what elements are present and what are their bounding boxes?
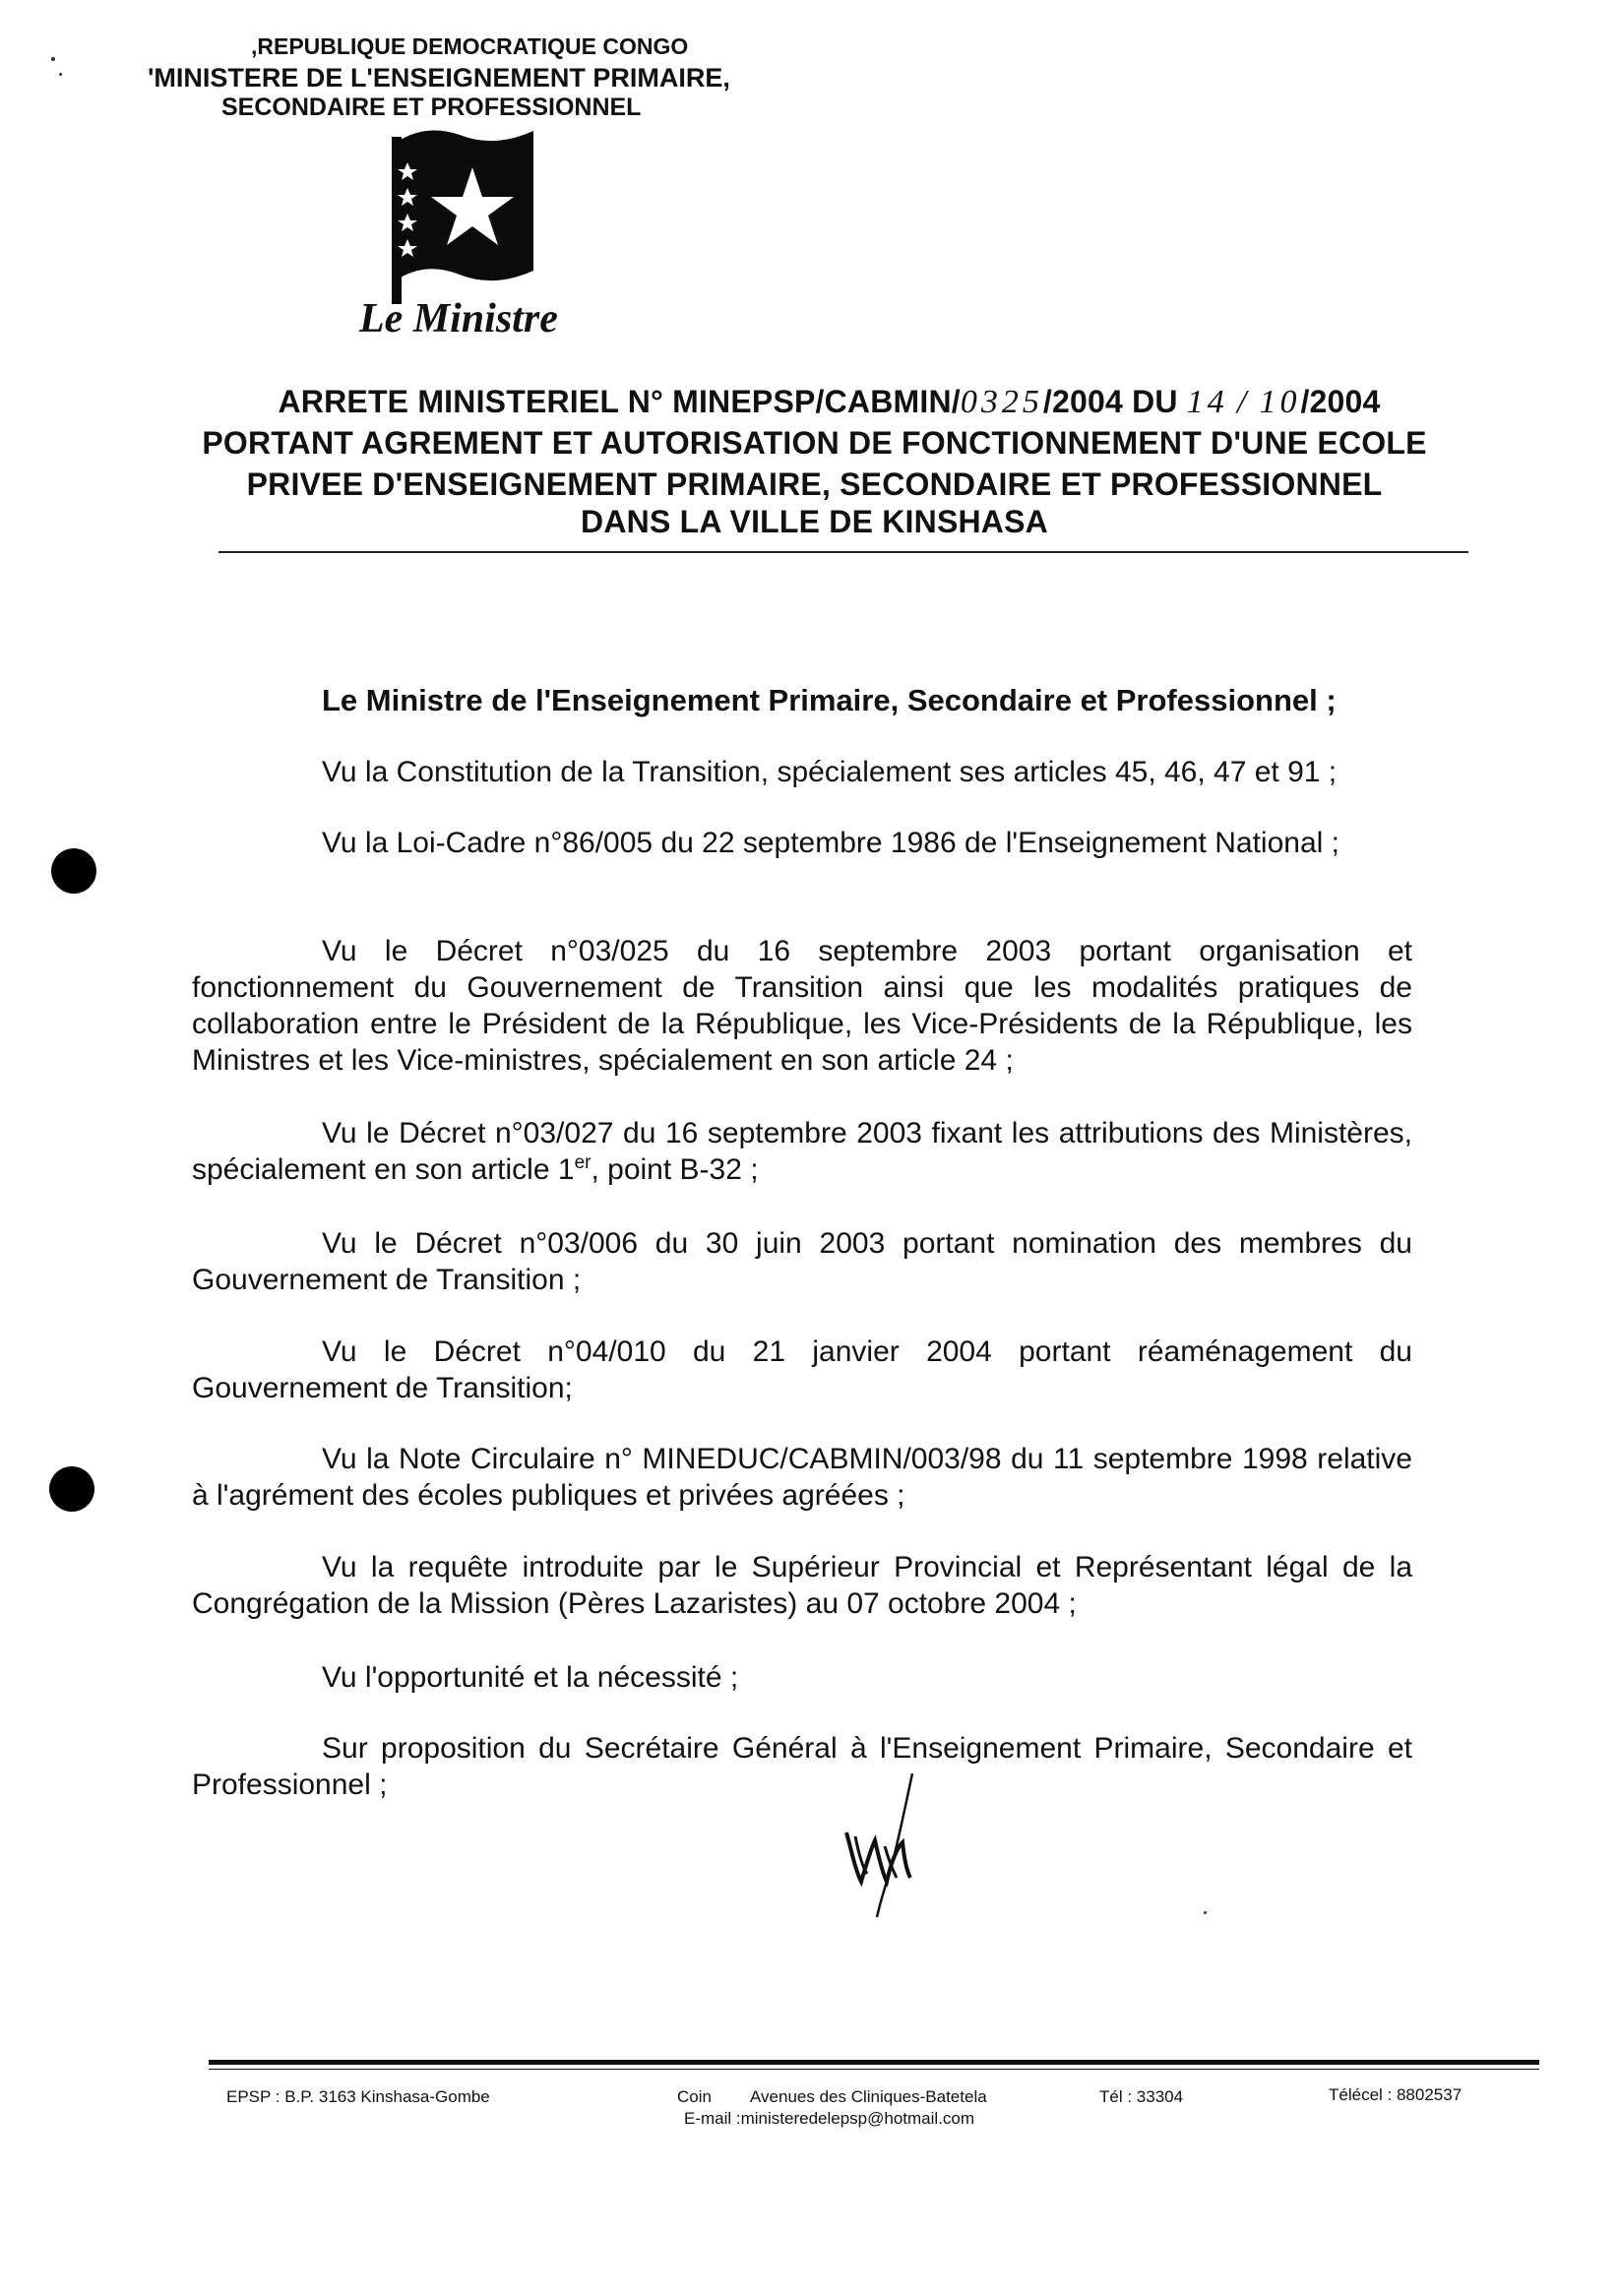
footer-divider-thin bbox=[209, 2069, 1539, 2070]
paragraph-loi-cadre: Vu la Loi-Cadre n°86/005 du 22 septembre 1986 de l'Enseignement National ; bbox=[322, 827, 1339, 859]
header-republic: ,REPUBLIQUE DEMOCRATIQUE CONGO bbox=[251, 33, 689, 59]
decree-number-prefix: ARRETE MINISTERIEL N° MINEPSP/CABMIN/ bbox=[278, 384, 961, 419]
footer-email: E-mail :ministeredelepsp@hotmail.com bbox=[684, 2109, 975, 2128]
minister-intro: Le Ministre de l'Enseignement Primaire, Secondaire et Professionnel ; bbox=[322, 683, 1337, 717]
scan-speck bbox=[59, 73, 62, 76]
paragraph-requete: Vu la requête introduite par le Supérieur Provincial et Représentant légal de la Congrégation de la Mission (Pères Lazaristes) au 07 octobre 2004 ; bbox=[192, 1551, 1412, 1620]
header-ministry-line1: 'MINISTERE DE L'ENSEIGNEMENT PRIMAIRE, bbox=[148, 63, 730, 93]
paragraph-proposition: Sur proposition du Secrétaire Général à l'Enseignement Primaire, Secondaire et Professionnel ; bbox=[192, 1732, 1412, 1801]
decree-date-year: /2004 bbox=[1300, 384, 1381, 419]
paragraph-decret-03-027-text: Vu le Décret n°03/027 du 16 septembre 2003 fixant les attributions des Ministères, spécialement en son article 1 bbox=[192, 1117, 1412, 1186]
paragraph-decret-03-006: Vu le Décret n°03/006 du 30 juin 2003 portant nomination des membres du Gouvernement de Transition ; bbox=[192, 1227, 1412, 1296]
decree-title-line1 bbox=[0, 384, 1619, 421]
footer-address: EPSP : B.P. 3163 Kinshasa-Gombe bbox=[226, 2087, 490, 2106]
decree-month-handwritten: 10 bbox=[1259, 384, 1301, 420]
punch-hole bbox=[51, 848, 96, 894]
decree-number-handwritten: 0325 bbox=[960, 384, 1043, 420]
paragraph-decret-03-027 bbox=[192, 1115, 1412, 1188]
superscript-er: er bbox=[574, 1152, 592, 1173]
paragraph-decret-04-010: Vu le Décret n°04/010 du 21 janvier 2004 portant réaménagement du Gouvernement de Transition; bbox=[192, 1335, 1412, 1404]
decree-title-line3: PRIVEE D'ENSEIGNEMENT PRIMAIRE, SECONDAIRE ET PROFESSIONNEL bbox=[246, 466, 1383, 502]
footer-telecel: Télécel : 8802537 bbox=[1329, 2085, 1463, 2104]
paragraph-decret-03-027-end: , point B-32 ; bbox=[591, 1153, 759, 1186]
scan-speck bbox=[51, 57, 55, 61]
signature-initials bbox=[841, 1771, 950, 1919]
header-ministry-line2: SECONDAIRE ET PROFESSIONNEL bbox=[221, 93, 642, 121]
office-title: Le Ministre bbox=[359, 296, 558, 341]
scan-speck bbox=[1204, 1911, 1207, 1914]
paragraph-opportunite: Vu l'opportunité et la nécessité ; bbox=[322, 1661, 739, 1694]
footer-avenues: Avenues des Cliniques-Batetela bbox=[750, 2087, 987, 2106]
paragraph-constitution: Vu la Constitution de la Transition, spécialement ses articles 45, 46, 47 et 91 ; bbox=[322, 756, 1338, 788]
title-divider bbox=[218, 551, 1468, 553]
decree-title-line2: PORTANT AGREMENT ET AUTORISATION DE FONCTIONNEMENT D'UNE ECOLE bbox=[202, 425, 1427, 461]
decree-year: /2004 DU bbox=[1042, 384, 1178, 419]
footer-coin: Coin bbox=[677, 2087, 712, 2106]
punch-hole bbox=[49, 1466, 94, 1512]
date-separator: / bbox=[1236, 384, 1251, 420]
decree-day-handwritten: 14 bbox=[1186, 384, 1228, 420]
footer-telephone: Tél : 33304 bbox=[1099, 2087, 1184, 2106]
paragraph-note-circulaire: Vu la Note Circulaire n° MINEDUC/CABMIN/003/98 du 11 septembre 1998 relative à l'agrément des écoles publiques et privées agréées ; bbox=[192, 1443, 1412, 1512]
flag-star-emblem-icon bbox=[386, 123, 553, 305]
decree-title-line4: DANS LA VILLE DE KINSHASA bbox=[581, 504, 1048, 539]
paragraph-decret-03-025: Vu le Décret n°03/025 du 16 septembre 2003 portant organisation et fonctionnement du Gouvernement de Transition ainsi que les modalités pratiques de collaboration entre le Président de la République, les Vice-Présidents de la République, les Ministres et les Vice-ministres, spécialement en son article 24 ; bbox=[192, 935, 1412, 1077]
footer-divider-thick bbox=[209, 2060, 1539, 2065]
